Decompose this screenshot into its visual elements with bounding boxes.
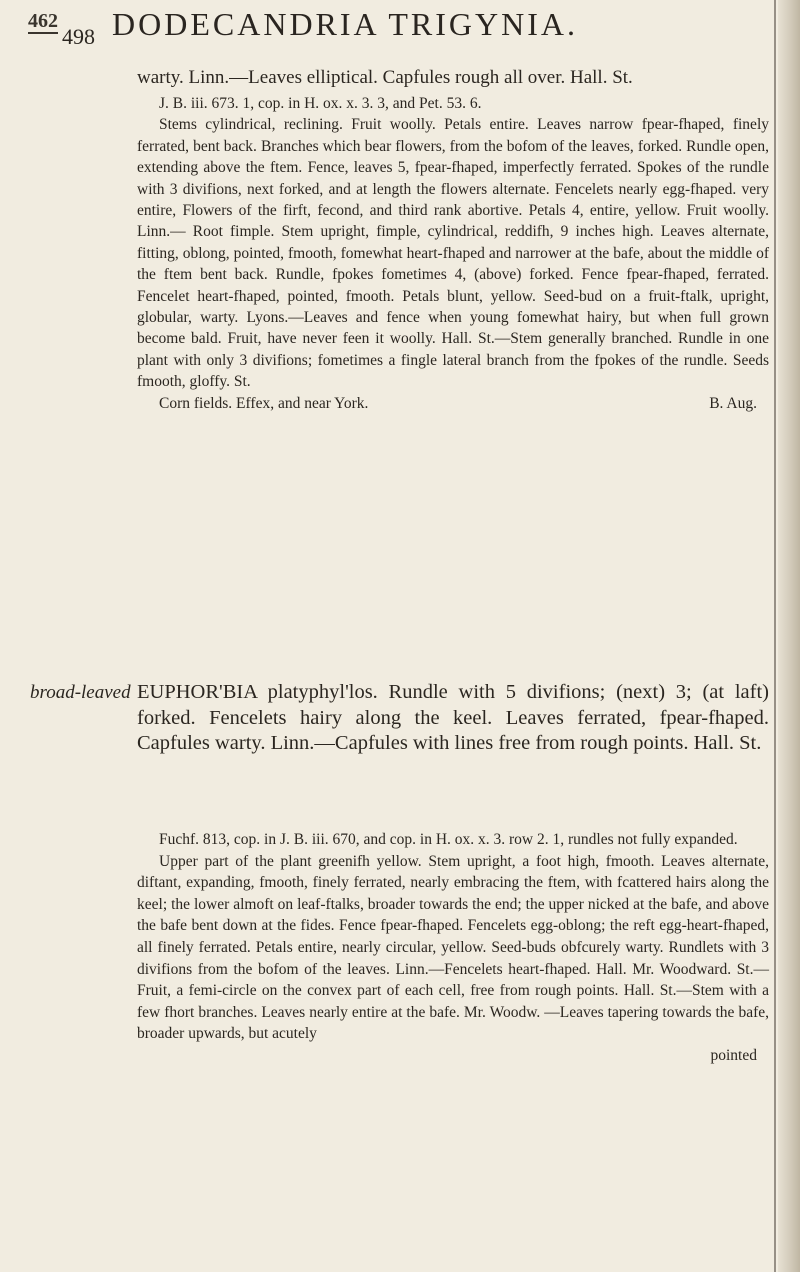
page-number: 498 (62, 24, 95, 49)
section-2-lead-text: EUPHOR'BIA platyphyl'los. Rundle with 5 divifions; (next) 3; (at laft) forked. Fencelets hairy along the keel. Leaves ferrated, fpear-fhaped. Capfules warty. Linn.—Capfules with lines free from rough points. Hall. St. (137, 681, 769, 755)
margin-label: broad-leaved (30, 682, 131, 703)
page-edge-shadow (778, 0, 800, 1272)
page-edge-line (774, 0, 776, 1272)
section-1-habitat-line (137, 393, 769, 414)
section-1-references: J. B. iii. 673. 1, cop. in H. ox. x. 3. 3, and Pet. 53. 6. (159, 95, 482, 112)
section-1-lead: warty. Linn.—Leaves elliptical. Capfules rough all over. Hall. St. (137, 67, 633, 88)
section-2-description: Upper part of the plant greenifh yellow. Stem upright, a foot high, fmooth. Leaves alternate, diftant, expanding, fmooth, finely ferrated, nearly embracing the ftem, with fcattered hairs along the keel; the lower almoft on leaf-ftalks, broader towards the end; the upper nicked at the bafe, and above the bafe bent down at the fides. Fence fpear-fhaped. Fencelets egg-oblong; the reft egg-heart-fhaped, all finely ferrated. Petals entire, nearly circular, yellow. Seed-buds obfcurely warty. Rundlets with 3 divifions from the bofom of the leaves. Linn.—Fencelets heart-fhaped. Hall. Mr. Woodward. St.—Fruit, a femi-circle on the convex part of each cell, free from rough points. Hall. St.—Stem with a few fhort branches. Leaves nearly entire at the bafe. Mr. Woodw. —Leaves tapering towards the bafe, broader upwards, but acutely (137, 852, 769, 1043)
section-2-body (137, 829, 769, 1067)
section-2-lead (137, 680, 769, 757)
section-1-habitat: Corn fields. Effex, and near York. (159, 394, 369, 412)
section-1 (137, 66, 769, 414)
section-1-description: Stems cylindrical, reclining. Fruit woolly. Petals entire. Leaves narrow fpear-fhaped, finely ferrated, bent back. Branches which bear flowers, from the bofom of the leaves, forked. Rundle open, extending above the ftem. Fence, leaves 5, fpear-fhaped, imperfectly ferrated. Spokes of the rundle with 3 divifions, next forked, and at length the flowers alternate. Fencelets nearly egg-fhaped. very entire, Flowers of the firft, fecond, and third rank abortive. Petals 4, entire, yellow. Fruit woolly. Linn.— Root fimple. Stem upright, fimple, cylindrical, reddifh, 9 inches high. Leaves alternate, fitting, oblong, pointed, fmooth, fomewhat heart-fhaped and narrower at the bafe, about the middle of the ftem bent back. Rundle, fpokes fometimes 4, (above) forked. Fence fpear-fhaped, ferrated. Fencelet heart-fhaped, pointed, fmooth. Petals blunt, yellow. Seed-bud on a fruit-ftalk, upright, globular, warty. Lyons.—Leaves and fence when young fomewhat hairy, but when full grown become bald. Fruit, have never feen it woolly. Hall. St.—Stem generally branched. Rundle in one plant with only 3 divifions; fometimes a fingle lateral branch from the fpokes of the rundle. Seeds fmooth, gloffy. St. (137, 116, 769, 391)
section-2-last-word: pointed (710, 1046, 757, 1064)
running-head: DODECANDRIA TRIGYNIA. (112, 6, 578, 42)
section-1-flowering: B. Aug. (709, 394, 757, 412)
section-2-references: Fuchf. 813, cop. in J. B. iii. 670, and cop. in H. ox. x. 3. row 2. 1, rundles not fully expanded. (159, 831, 738, 848)
handwritten-number: 462 (28, 10, 58, 32)
